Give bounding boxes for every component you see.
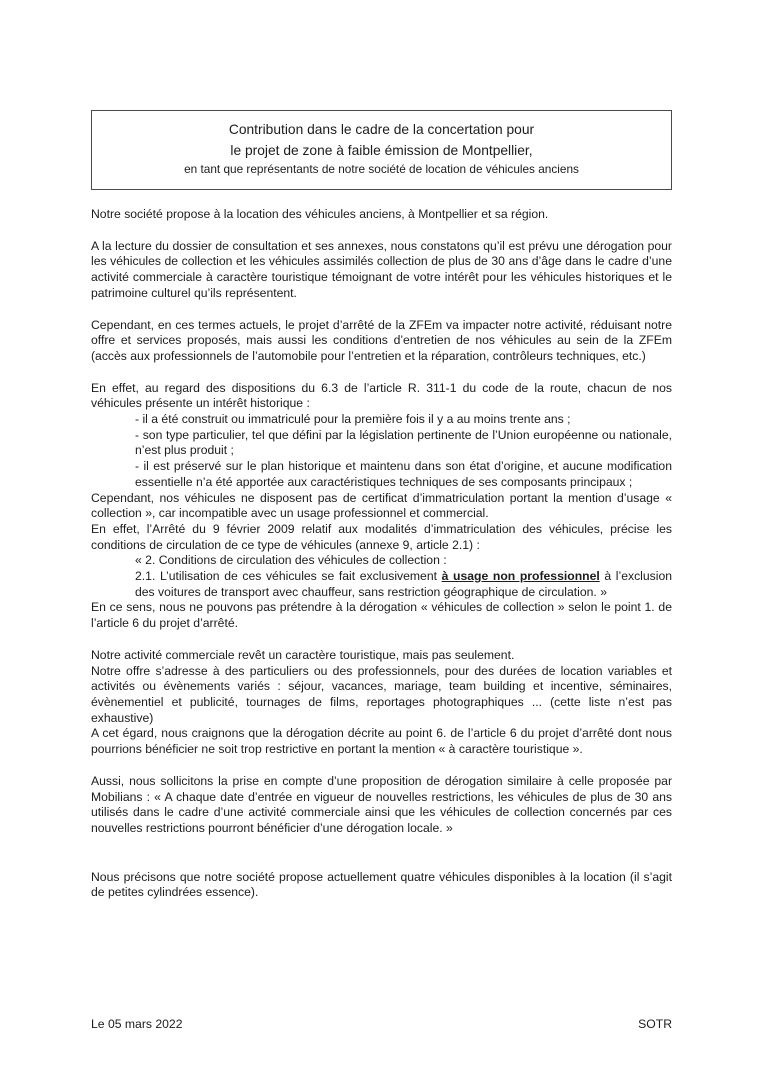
quote-21-bold-usage-non-professionnel: à usage non professionnel [441, 569, 600, 584]
bullet-item-2: - son type particulier, tel que défini par la législation pertinente de l’Union européenne ou nationale, n’est plus produit ; [135, 427, 672, 458]
footer-signature: SOTR [638, 1017, 672, 1032]
paragraph-offre: Notre offre s’adresse à des particuliers ou des professionnels, pour des durées de location variables et activités ou évènements variés : séjour, vacances, mariage, team building et incentive, séminaires, évènementiel et publicité, tournages de films, reportages photographiques ... (cette liste n’est pas exhaustive) [91, 663, 672, 725]
footer-date: Le 05 mars 2022 [91, 1017, 183, 1032]
paragraph-proposition-mobilians: Aussi, nous sollicitons la prise en compte d’une proposition de dérogation similaire à celle proposée par Mobilians : « A chaque date d’entrée en vigueur de nouvelles restrictions, les véhicules de plus de 30 ans utilisés dans le cadre d’une activité commerciale ainsi que les véhicules de collection concernés par ces nouvelles restrictions pourront bénéficier d’une dérogation locale. » [91, 773, 672, 835]
paragraph-arrete-2009: En effet, l’Arrêté du 9 février 2009 relatif aux modalités d’immatriculation des véhicules, précise les conditions de circulation de ce type de véhicules (annexe 9, article 2.1) : [91, 521, 672, 552]
paragraph-lecture-dossier: A la lecture du dossier de consultation et ses annexes, nous constatons qu’il est prévu une dérogation pour les véhicules de collection et les véhicules assimilés collection de plus de 30 ans d’âge dans le cadre d’une activité commerciale à caractère touristique témoignant de votre intérêt pour les véhicules historiques et le patrimoine culturel qu’ils représentent. [91, 238, 672, 300]
paragraph-cet-egard: A cet égard, nous craignons que la dérogation décrite au point 6. de l’article 6 du projet d’arrêté dont nous pourrions bénéficier ne soit trop restrictive en portant la mention « à caractère touristique ». [91, 726, 672, 757]
quote-article-21 [135, 569, 672, 600]
title-box [91, 110, 672, 190]
document-content [91, 110, 672, 901]
paragraph-certificat: Cependant, nos véhicules ne disposent pas de certificat d’immatriculation portant la mention d’usage « collection », car incompatible avec un usage professionnel et commercial. [91, 490, 672, 521]
document-footer [91, 1017, 672, 1033]
paragraph-article-r311: En effet, au regard des dispositions du 6.3 de l’article R. 311-1 du code de la route, chacun de nos véhicules présente un intérêt historique : [91, 380, 672, 411]
quote-21-post: à l’exclusion des voitures de transport avec chauffeur, sans restriction géographique de circulation. » [135, 569, 673, 599]
title-line-1: Contribution dans le cadre de la concertation pour [228, 122, 535, 137]
title-line-2: le projet de zone à faible émission de Montpellier, [230, 142, 533, 158]
title-subtitle: en tant que représentants de notre société de location de véhicules anciens [184, 162, 579, 176]
bullet-item-1: - il a été construit ou immatriculé pour la première fois il y a au moins trente ans ; [135, 412, 571, 427]
paragraph-intro: Notre société propose à la location des véhicules anciens, à Montpellier et sa région. [91, 207, 549, 221]
paragraph-impact-zfem: Cependant, en ces termes actuels, le projet d’arrêté de la ZFEm va impacter notre activité, réduisant notre offre et services proposés, mais aussi les conditions d’entretien de nos véhicules au sein de la ZFEm (accès aux professionnels de l’automobile pour l’entretien et la réparation, contrôleurs techniques, etc.) [91, 317, 672, 363]
paragraph-quatre-vehicules: Nous précisons que notre société propose actuellement quatre véhicules disponibles à la location (il s’agit de petites cylindrées essence). [91, 869, 672, 900]
quote-conditions-heading: « 2. Conditions de circulation des véhicules de collection : [135, 553, 447, 568]
paragraph-activite-touristique: Notre activité commerciale revêt un caractère touristique, mais pas seulement. [91, 647, 515, 662]
paragraph-en-ce-sens: En ce sens, nous ne pouvons pas prétendre à la dérogation « véhicules de collection » selon le point 1. de l’article 6 du projet d’arrêté. [91, 600, 672, 631]
quote-21-pre: 2.1. L’utilisation de ces véhicules se fait exclusivement [135, 569, 442, 584]
bullet-item-3: - il est préservé sur le plan historique et maintenu dans son état d’origine, et aucune modification essentielle n’a été apportée aux caractéristiques techniques de ses composants principaux ; [135, 459, 672, 489]
